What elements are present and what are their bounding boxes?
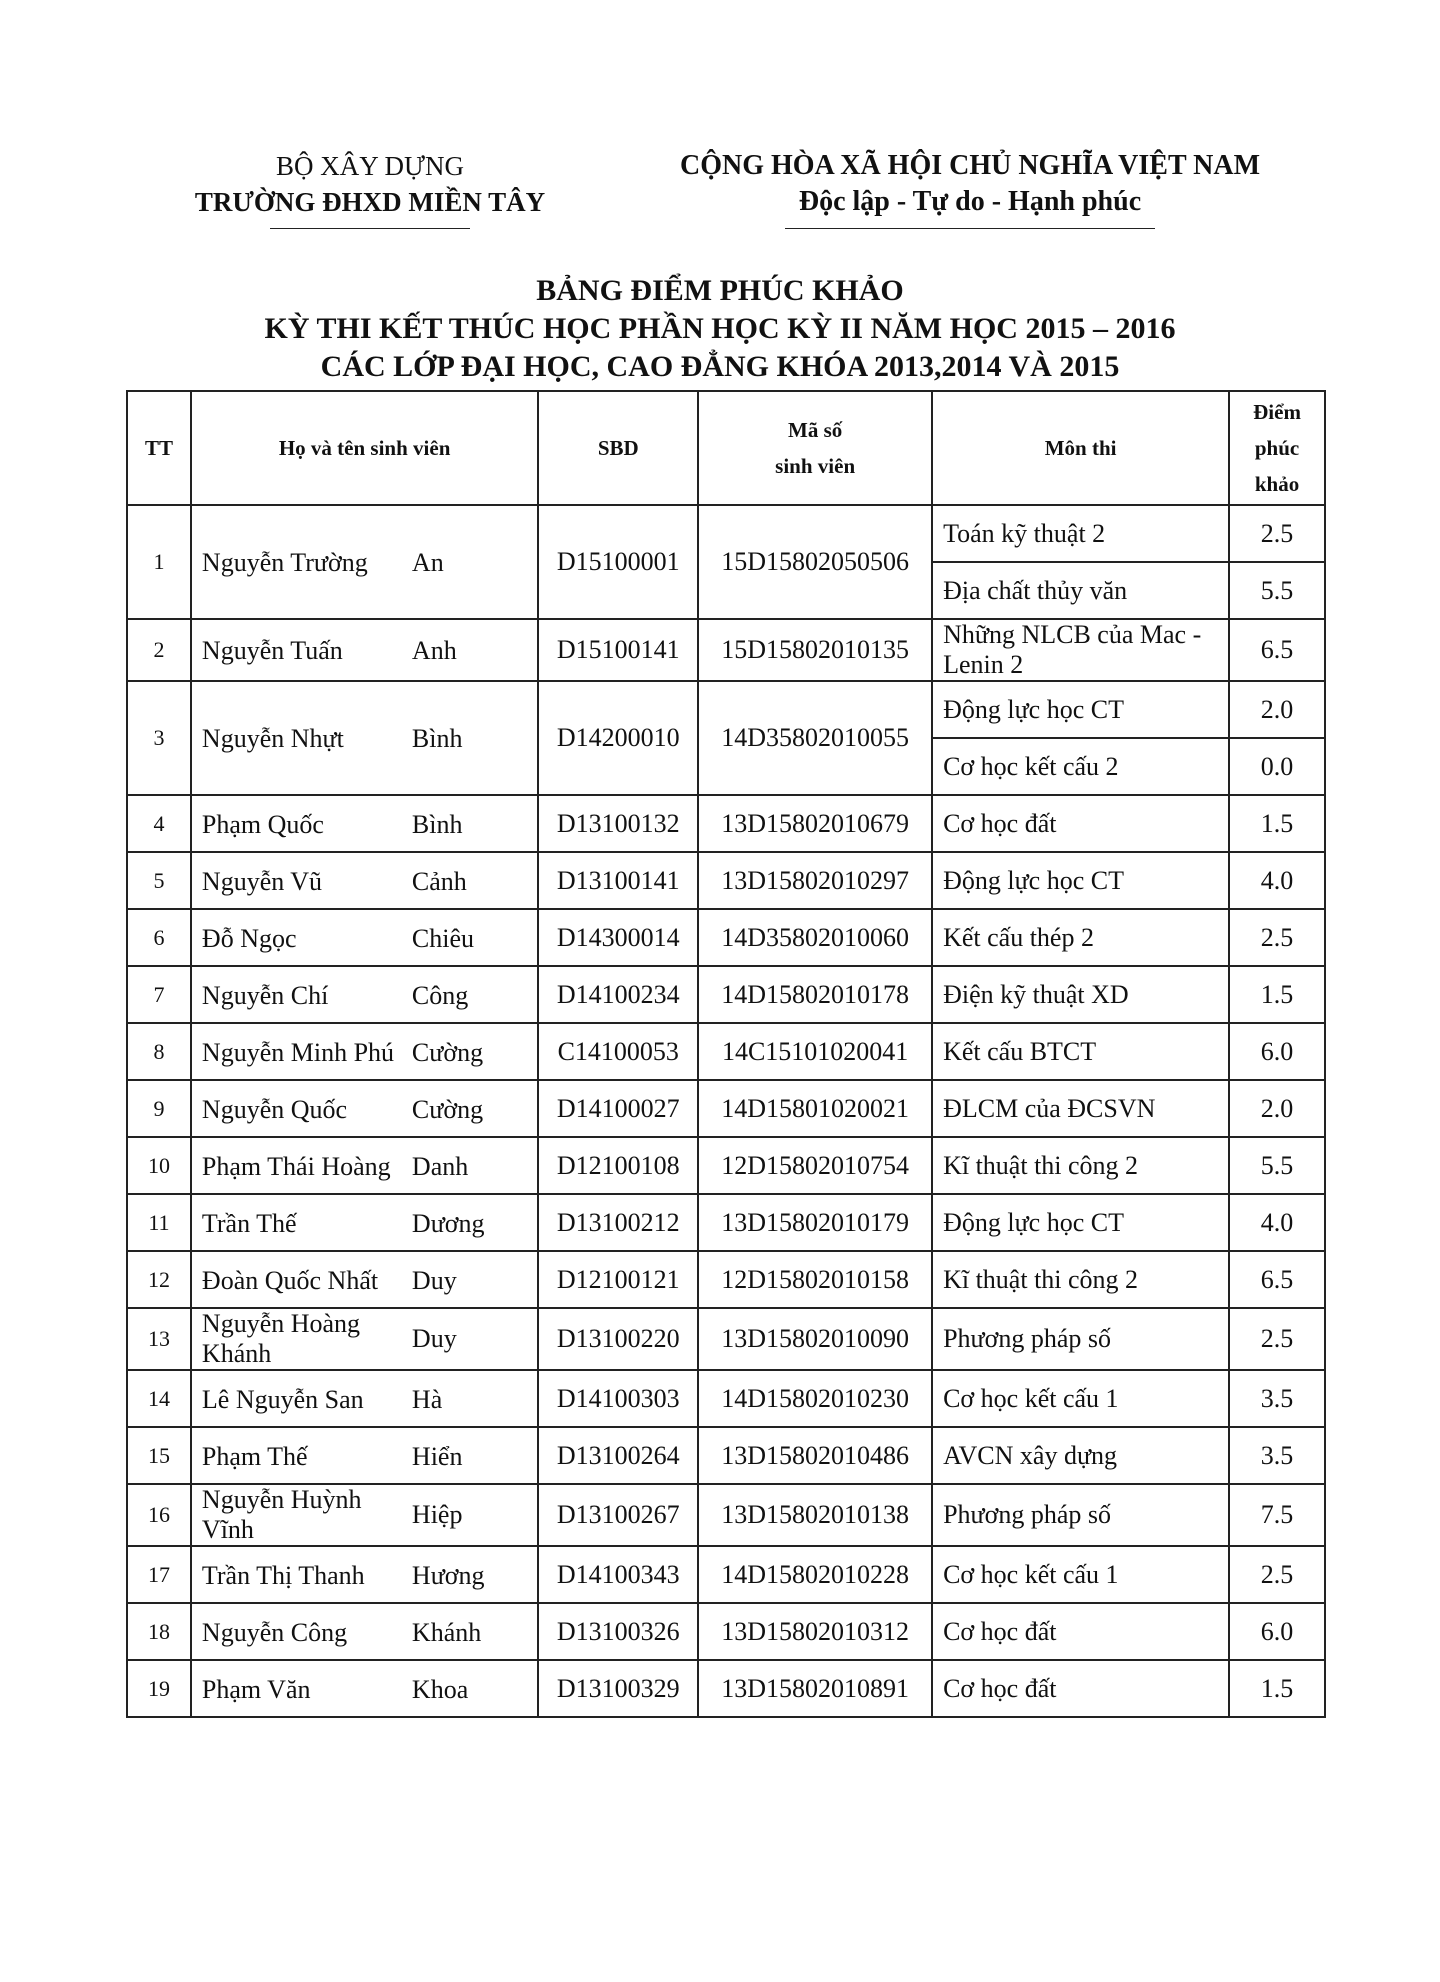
- col-header-name: Họ và tên sinh viên: [191, 391, 538, 505]
- row-number: 3: [127, 681, 191, 795]
- col-header-score: [1229, 391, 1325, 505]
- col-header-mssv-line2: sinh viên: [775, 454, 856, 478]
- student-id: 14C15101020041: [698, 1023, 932, 1080]
- review-score: 7.5: [1229, 1484, 1325, 1546]
- student-surname: Đỗ Ngọc: [201, 923, 297, 953]
- student-id: 13D15802010090: [698, 1308, 932, 1370]
- table-row: [127, 1251, 1325, 1308]
- table-row: [127, 1370, 1325, 1427]
- student-name: [191, 1603, 538, 1660]
- student-name: [191, 1370, 538, 1427]
- row-number: 10: [127, 1137, 191, 1194]
- exam-number: D14100303: [538, 1370, 698, 1427]
- student-name: [191, 1023, 538, 1080]
- table-row: [127, 795, 1325, 852]
- student-surname: Lê Nguyễn San: [201, 1384, 364, 1414]
- student-id: 15D15802050506: [698, 505, 932, 619]
- student-name: [191, 852, 538, 909]
- review-score: 2.5: [1229, 505, 1325, 562]
- student-name: [191, 1427, 538, 1484]
- student-id: 13D15802010891: [698, 1660, 932, 1717]
- student-id: 14D15802010228: [698, 1546, 932, 1603]
- student-name: [191, 966, 538, 1023]
- student-surname: Nguyễn Tuấn: [201, 636, 343, 666]
- row-number: 17: [127, 1546, 191, 1603]
- student-given-name: Hiệp: [411, 1500, 463, 1529]
- col-header-score-line3: khảo: [1254, 472, 1300, 496]
- exam-number: D13100220: [538, 1308, 698, 1370]
- col-header-mssv-line1: Mã số: [788, 418, 843, 442]
- student-given-name: Bình: [411, 809, 463, 839]
- exam-number: D14200010: [538, 681, 698, 795]
- table-row: [127, 505, 1325, 562]
- table-row: [127, 966, 1325, 1023]
- table-row: [127, 1660, 1325, 1717]
- exam-subject: Địa chất thủy văn: [932, 562, 1229, 619]
- exam-subject: AVCN xây dựng: [932, 1427, 1229, 1484]
- student-given-name: Danh: [411, 1151, 469, 1181]
- table-row: [127, 1023, 1325, 1080]
- row-number: 5: [127, 852, 191, 909]
- row-number: 19: [127, 1660, 191, 1717]
- issuer-underline: [270, 228, 470, 229]
- exam-number: D14100234: [538, 966, 698, 1023]
- title-line-3: CÁC LỚP ĐẠI HỌC, CAO ĐẲNG KHÓA 2013,2014 VÀ 2015: [320, 350, 1120, 383]
- student-id: 12D15802010754: [698, 1137, 932, 1194]
- student-given-name: Hiển: [411, 1441, 463, 1471]
- row-number: 2: [127, 619, 191, 681]
- table-row: [127, 1137, 1325, 1194]
- col-header-score-line2: phúc: [1254, 436, 1300, 460]
- review-score: 6.5: [1229, 1251, 1325, 1308]
- national-heading: [620, 148, 1320, 229]
- col-header-score-line1: Điểm: [1253, 400, 1301, 424]
- review-score: 0.0: [1229, 738, 1325, 795]
- exam-number: D13100141: [538, 852, 698, 909]
- exam-number: D14100027: [538, 1080, 698, 1137]
- student-name: [191, 1546, 538, 1603]
- row-number: 13: [127, 1308, 191, 1370]
- table-row: [127, 909, 1325, 966]
- student-given-name: Khoa: [411, 1674, 469, 1704]
- student-name: [191, 505, 538, 619]
- review-score: 2.0: [1229, 681, 1325, 738]
- student-surname: Nguyễn Minh Phú: [201, 1037, 395, 1067]
- row-number: 9: [127, 1080, 191, 1137]
- exam-number: D13100267: [538, 1484, 698, 1546]
- review-score: 2.5: [1229, 1546, 1325, 1603]
- student-surname: Trần Thị Thanh: [201, 1560, 365, 1590]
- exam-subject: ĐLCM của ĐCSVN: [932, 1080, 1229, 1137]
- student-surname: Nguyễn Quốc: [201, 1094, 348, 1124]
- student-surname: Phạm Thế: [201, 1441, 308, 1471]
- exam-number: D14300014: [538, 909, 698, 966]
- exam-subject: Kết cấu thép 2: [932, 909, 1229, 966]
- student-surname: Nguyễn Vũ: [201, 866, 323, 896]
- exam-subject: Động lực học CT: [932, 1194, 1229, 1251]
- student-surname: Nguyễn Chí: [201, 980, 329, 1010]
- exam-number: D13100132: [538, 795, 698, 852]
- row-number: 1: [127, 505, 191, 619]
- exam-subject: Cơ học kết cấu 1: [932, 1546, 1229, 1603]
- title-line-2: KỲ THI KẾT THÚC HỌC PHẦN HỌC KỲ II NĂM HỌC 2015 – 2016: [264, 312, 1176, 345]
- exam-number: D15100001: [538, 505, 698, 619]
- table-row: [127, 852, 1325, 909]
- student-given-name: Hà: [411, 1384, 443, 1414]
- row-number: 14: [127, 1370, 191, 1427]
- row-number: 7: [127, 966, 191, 1023]
- student-surname: Phạm Thái Hoàng: [201, 1151, 391, 1181]
- exam-subject: Cơ học đất: [932, 795, 1229, 852]
- student-id: 13D15802010486: [698, 1427, 932, 1484]
- student-id: 14D15802010178: [698, 966, 932, 1023]
- table-row: [127, 1194, 1325, 1251]
- row-number: 16: [127, 1484, 191, 1546]
- student-id: 13D15802010297: [698, 852, 932, 909]
- student-given-name: Anh: [411, 636, 457, 666]
- title-line-1: BẢNG ĐIỂM PHÚC KHẢO: [536, 274, 904, 307]
- table-row: [127, 1080, 1325, 1137]
- exam-subject: Cơ học kết cấu 1: [932, 1370, 1229, 1427]
- student-name: [191, 1137, 538, 1194]
- row-number: 12: [127, 1251, 191, 1308]
- review-score: 3.5: [1229, 1370, 1325, 1427]
- student-name: [191, 1251, 538, 1308]
- student-name: [191, 909, 538, 966]
- student-given-name: Công: [411, 980, 469, 1010]
- table-row: [127, 1484, 1325, 1546]
- review-score: 1.5: [1229, 1660, 1325, 1717]
- student-surname: Phạm Văn: [201, 1674, 311, 1704]
- student-name: [191, 1194, 538, 1251]
- exam-subject: Động lực học CT: [932, 681, 1229, 738]
- review-score: 3.5: [1229, 1427, 1325, 1484]
- student-id: 14D15801020021: [698, 1080, 932, 1137]
- col-header-sbd: SBD: [538, 391, 698, 505]
- student-given-name: Cảnh: [411, 866, 467, 896]
- row-number: 15: [127, 1427, 191, 1484]
- student-id: 14D35802010060: [698, 909, 932, 966]
- student-surname: Nguyễn Huỳnh Vĩnh: [201, 1485, 362, 1544]
- student-surname: Nguyễn Nhựt: [201, 724, 344, 754]
- col-header-mssv: [698, 391, 932, 505]
- col-header-tt: TT: [127, 391, 191, 505]
- exam-number: D13100329: [538, 1660, 698, 1717]
- col-header-subject: Môn thi: [932, 391, 1229, 505]
- student-id: 13D15802010679: [698, 795, 932, 852]
- student-given-name: Cường: [411, 1094, 484, 1124]
- student-surname: Trần Thế: [201, 1208, 297, 1238]
- exam-number: D13100264: [538, 1427, 698, 1484]
- student-surname: Nguyễn Hoàng Khánh: [201, 1309, 361, 1368]
- review-score: 2.0: [1229, 1080, 1325, 1137]
- student-given-name: Dương: [411, 1208, 485, 1238]
- exam-number: D12100121: [538, 1251, 698, 1308]
- exam-subject: Kĩ thuật thi công 2: [932, 1137, 1229, 1194]
- table-row: [127, 1308, 1325, 1370]
- review-score: 2.5: [1229, 1308, 1325, 1370]
- score-table: [126, 390, 1326, 1718]
- exam-subject: Những NLCB của Mac - Lenin 2: [932, 619, 1229, 681]
- review-score: 6.0: [1229, 1603, 1325, 1660]
- student-name: [191, 1308, 538, 1370]
- student-id: 13D15802010138: [698, 1484, 932, 1546]
- issuer-block: [150, 148, 590, 229]
- review-score: 1.5: [1229, 795, 1325, 852]
- review-score: 4.0: [1229, 852, 1325, 909]
- review-score: 6.5: [1229, 619, 1325, 681]
- review-score: 5.5: [1229, 562, 1325, 619]
- student-given-name: Chiêu: [411, 923, 475, 953]
- student-name: [191, 1080, 538, 1137]
- national-motto: Độc lập - Tự do - Hạnh phúc: [798, 186, 1142, 217]
- student-name: [191, 795, 538, 852]
- review-score: 6.0: [1229, 1023, 1325, 1080]
- student-surname: Nguyễn Trường: [201, 548, 368, 578]
- exam-number: D13100212: [538, 1194, 698, 1251]
- exam-subject: Cơ học đất: [932, 1660, 1229, 1717]
- student-id: 15D15802010135: [698, 619, 932, 681]
- review-score: 5.5: [1229, 1137, 1325, 1194]
- student-given-name: Hương: [411, 1560, 485, 1590]
- score-table-body: [127, 505, 1325, 1717]
- student-surname: Phạm Quốc: [201, 809, 324, 839]
- exam-subject: Cơ học kết cấu 2: [932, 738, 1229, 795]
- exam-number: C14100053: [538, 1023, 698, 1080]
- document-title: [100, 272, 1340, 386]
- exam-subject: Phương pháp số: [932, 1308, 1229, 1370]
- exam-number: D12100108: [538, 1137, 698, 1194]
- student-name: [191, 1484, 538, 1546]
- exam-subject: Cơ học đất: [932, 1603, 1229, 1660]
- row-number: 4: [127, 795, 191, 852]
- school-name: TRƯỜNG ĐHXD MIỀN TÂY: [194, 187, 546, 217]
- student-given-name: Khánh: [411, 1617, 482, 1647]
- ministry-name: BỘ XÂY DỰNG: [276, 151, 464, 181]
- table-header-row: [127, 391, 1325, 505]
- row-number: 8: [127, 1023, 191, 1080]
- exam-subject: Động lực học CT: [932, 852, 1229, 909]
- table-row: [127, 1546, 1325, 1603]
- table-row: [127, 1603, 1325, 1660]
- row-number: 6: [127, 909, 191, 966]
- student-name: [191, 619, 538, 681]
- exam-subject: Toán kỹ thuật 2: [932, 505, 1229, 562]
- student-name: [191, 1660, 538, 1717]
- exam-subject: Kĩ thuật thi công 2: [932, 1251, 1229, 1308]
- student-id: 14D15802010230: [698, 1370, 932, 1427]
- motto-underline: [785, 228, 1155, 229]
- table-row: [127, 1427, 1325, 1484]
- exam-number: D13100326: [538, 1603, 698, 1660]
- student-id: 12D15802010158: [698, 1251, 932, 1308]
- student-name: [191, 681, 538, 795]
- student-id: 14D35802010055: [698, 681, 932, 795]
- exam-subject: Phương pháp số: [932, 1484, 1229, 1546]
- exam-subject: Kết cấu BTCT: [932, 1023, 1229, 1080]
- student-surname: Đoàn Quốc Nhất: [201, 1265, 379, 1295]
- student-given-name: Duy: [411, 1265, 457, 1295]
- student-given-name: Cường: [411, 1037, 484, 1067]
- student-given-name: Duy: [411, 1324, 457, 1353]
- exam-number: D14100343: [538, 1546, 698, 1603]
- exam-number: D15100141: [538, 619, 698, 681]
- student-surname: Nguyễn Công: [201, 1617, 348, 1647]
- review-score: 2.5: [1229, 909, 1325, 966]
- student-given-name: Bình: [411, 724, 463, 754]
- country-name: CỘNG HÒA XÃ HỘI CHỦ NGHĨA VIỆT NAM: [679, 150, 1261, 181]
- review-score: 4.0: [1229, 1194, 1325, 1251]
- row-number: 11: [127, 1194, 191, 1251]
- table-row: [127, 681, 1325, 738]
- student-id: 13D15802010179: [698, 1194, 932, 1251]
- exam-subject: Điện kỹ thuật XD: [932, 966, 1229, 1023]
- student-id: 13D15802010312: [698, 1603, 932, 1660]
- row-number: 18: [127, 1603, 191, 1660]
- review-score: 1.5: [1229, 966, 1325, 1023]
- table-row: [127, 619, 1325, 681]
- student-given-name: An: [411, 548, 444, 578]
